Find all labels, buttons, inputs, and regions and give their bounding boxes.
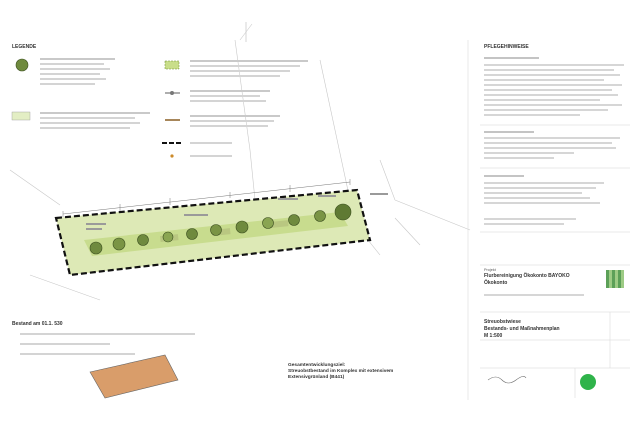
panel-text-line (484, 84, 622, 86)
bestand-label: Bestand am 01.1. 530 (12, 321, 63, 327)
panel-heading: PFLEGEHINWEISE (484, 44, 529, 50)
office-logo-icon (580, 374, 596, 390)
panel-text-line (484, 57, 539, 59)
panel-text-line (484, 94, 618, 96)
panel-text-line (484, 294, 584, 296)
map-title-1: Streuobstwiese (484, 319, 521, 325)
panel-text-line (484, 99, 600, 101)
plan-callout (86, 223, 106, 225)
map-scale: M 1:500 (484, 333, 503, 339)
legend-text-line (40, 68, 110, 70)
plan-note-line (20, 343, 110, 345)
panel-text-line (484, 64, 624, 66)
project-label: Projekt (484, 268, 496, 272)
legend-text-line (190, 120, 274, 122)
panel-text-line (484, 157, 554, 159)
legend-text-line (190, 155, 232, 157)
panel-text-line (484, 109, 608, 111)
plan-callout (318, 195, 336, 197)
panel-text-line (484, 89, 612, 91)
legend-text-line (40, 78, 106, 80)
legend-text-line (40, 122, 140, 124)
legend-text-line (190, 60, 308, 62)
goal-heading: Gesamtentwicklungsziel: (288, 363, 346, 368)
panel-text-line (484, 69, 614, 71)
panel-text-line (484, 131, 534, 133)
plan-callout (86, 228, 102, 230)
panel-text-line (484, 104, 622, 106)
panel-text-line (484, 147, 616, 149)
panel-text-line (484, 182, 604, 184)
plan-callout (184, 214, 208, 216)
panel-text-line (484, 187, 596, 189)
goal-line-2: Extensivgrünland (B441) (288, 375, 345, 380)
legend-text-line (40, 58, 115, 60)
legend-text-line (40, 63, 104, 65)
legend-text-line (190, 142, 232, 144)
panel-text-line (484, 218, 576, 220)
panel-text-line (484, 152, 574, 154)
panel-text-line (484, 142, 612, 144)
panel-text-line (484, 137, 620, 139)
legend-text-line (190, 125, 268, 127)
goal-line-1: Streuobstbestand im Komplex mit extensivem (288, 369, 394, 374)
panel-text-line (484, 79, 604, 81)
legend-text-line (190, 65, 300, 67)
legend-text-line (190, 70, 290, 72)
project-line-2: Ökokonto (484, 280, 508, 286)
panel-text-line (484, 114, 580, 116)
map-title-2: Bestands- und Maßnahmenplan (484, 326, 560, 332)
bestand-area (90, 355, 178, 398)
legend-text-line (40, 127, 130, 129)
legend-text-line (40, 73, 100, 75)
legend-text-line (40, 83, 95, 85)
panel-text-line (484, 74, 620, 76)
panel-text-line (484, 192, 582, 194)
legend-text-line (190, 115, 280, 117)
panel-text-line (484, 223, 564, 225)
legend-text-line (190, 90, 270, 92)
legend-heading: LEGENDE (12, 44, 37, 50)
north-arrow-icon (240, 22, 252, 42)
agency-logo-icon (606, 270, 624, 288)
legend-text-line (190, 100, 266, 102)
project-line-1: Flurbereinigung Ökokonto BAYOKO (484, 273, 570, 279)
panel-text-line (484, 175, 524, 177)
plan-note-line (20, 333, 195, 335)
plan-callout (370, 193, 388, 195)
legend-text-line (190, 75, 280, 77)
legend-text-line (40, 117, 135, 119)
plan-callout (278, 198, 298, 200)
plan-note-line (20, 353, 135, 355)
legend-text-line (40, 112, 150, 114)
legend-text-line (190, 95, 260, 97)
panel-text-line (484, 202, 600, 204)
panel-text-line (484, 197, 590, 199)
